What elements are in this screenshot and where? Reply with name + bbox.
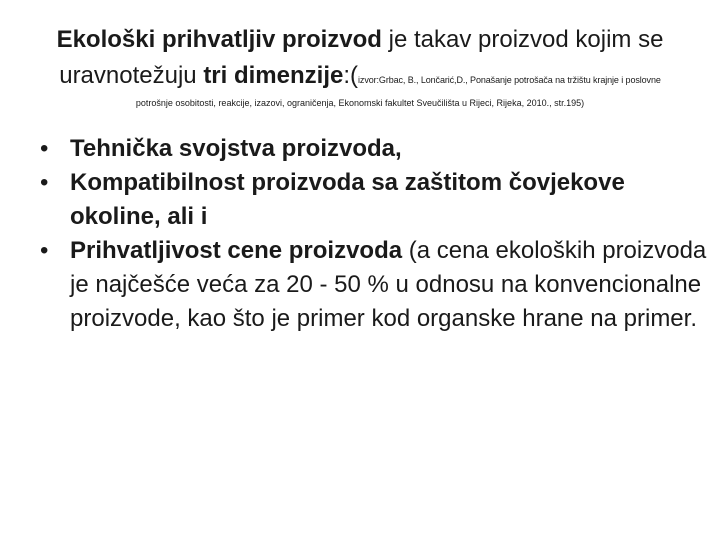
heading-line-1 [10, 22, 710, 58]
bullet-item-price [40, 234, 710, 336]
heading-colon-paren: :( [343, 62, 359, 89]
heading-line-2-text: uravnotežuju [59, 62, 204, 89]
bullet-item-technical [40, 132, 710, 166]
bullet-dot-icon: • [40, 135, 49, 162]
bullet-text-bold: Prihvatljivost cene proizvoda [70, 237, 403, 264]
bullet-dot-icon: • [40, 169, 49, 196]
heading-dimensions: tri dimenzije [203, 62, 344, 89]
bullet-item-compatibility [40, 166, 710, 234]
heading-term: Ekološki prihvatljiv proizvod [56, 26, 382, 53]
source-citation-part-2: potrošnje osobitosti, reakcije, izazovi, ograničenja, Ekonomski fakultet Sveučilišta u Rijeci, Rijeka, 2010., str.195) [135, 98, 585, 108]
heading-line-2 [10, 58, 710, 98]
bullet-text-bold: Tehnička svojstva proizvoda, [70, 135, 402, 162]
bullet-text-bold: Kompatibilnost proizvoda sa zaštitom čovjekove okoline, ali i [70, 169, 625, 230]
bullet-dot-icon: • [40, 237, 49, 264]
bullet-text: (a cena ekoloških proizvoda je najčešće veća za 20 - 50 % u odnosu na konvencionalne proizvode, kao što je primer kod organske hrane na primer. [70, 237, 707, 332]
bullet-list [40, 132, 710, 336]
heading-line-1-rest: je takav proizvod kojim se [381, 26, 664, 53]
slide-heading [10, 22, 710, 98]
source-citation-part-1: izvor:Grbac, B., Lončarić,D., Ponašanje potrošača na tržištu krajnje i poslovne [358, 75, 661, 85]
